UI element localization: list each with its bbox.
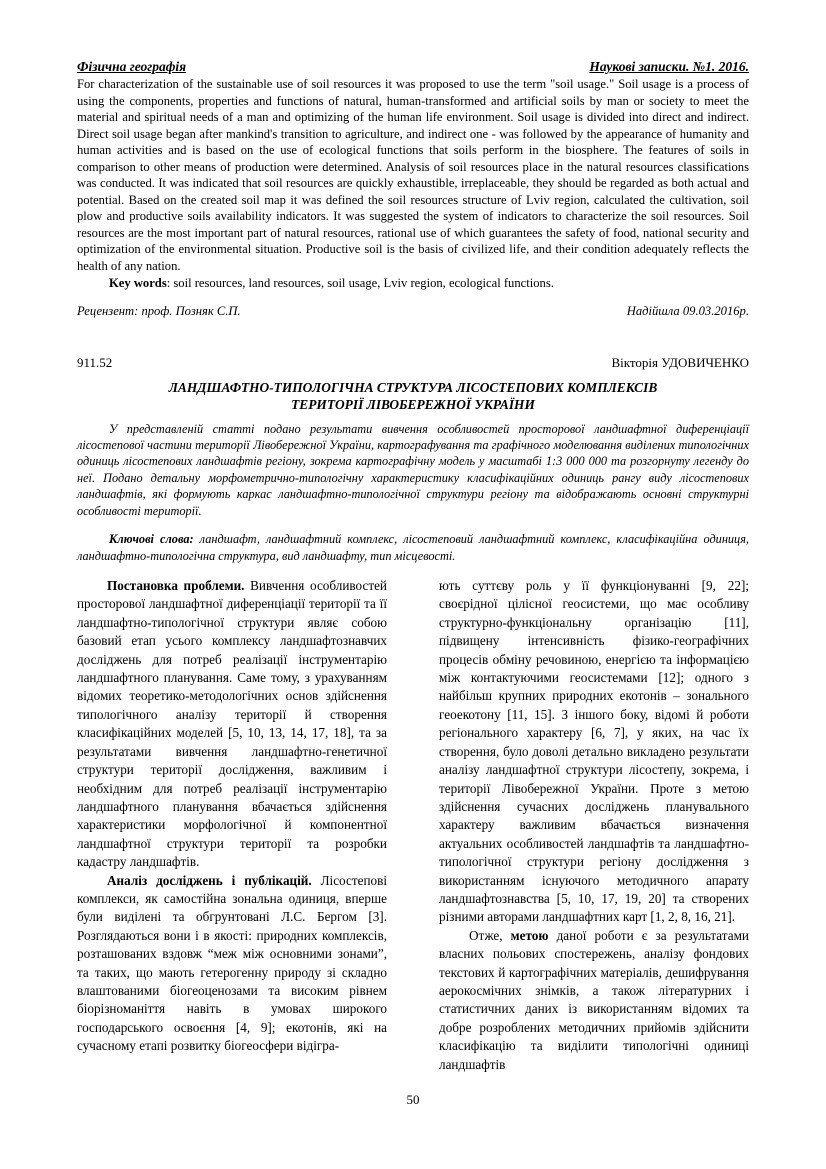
- literature-text: Лісостепові комплекси, як самостійна зональна одиниця, вперше були виділені та обгрунтовані Л.С. Бергом [3]. Розглядаються вони і в якості: природних комплексів, розташованих вздовж “меж між основними зонами”, та таких, що мають гетерогенну природу зі складно влаштованими біогеоценозами та високим рівнем біорізноманіття навіть в умовах широкого господарського освоєння [4, 9]; екотонів, які на сучасному етапі розвитку біогеосфери відігра-: [77, 872, 387, 1054]
- keywords-ua-text: ландшафт, ландшафтний комплекс, лісостеповий ландшафтний комплекс, класифікаційна одиниця, ландшафтно-типологічна структура, вид ландшафту, тип місцевості.: [77, 532, 750, 563]
- udc-author-line: [77, 355, 749, 371]
- literature-review-paragraph: [77, 872, 387, 1056]
- aim-lead: Отже,: [469, 927, 503, 943]
- udc-code: 911.52: [77, 354, 113, 370]
- reviewer: Рецензент: проф. Позняк С.П.: [77, 303, 241, 318]
- journal-section: Фізична географія: [77, 59, 187, 74]
- keywords-label: Key words: [109, 276, 167, 290]
- english-abstract: For characterization of the sustainable use of soil resources it was proposed to use the term "soil usage." Soil usage is a process of using the components, properties and functions of natural, human-transformed and artificial soils by man or society to meet the material and spiritual needs of a man and optimizing of the human life environment. Soil usage is divided into direct and indirect. Direct soil usage began after mankind's transition to agriculture, and indirect one - was followed by the appearance of humanity and human activities and is based on the use of ecological functions that soils perform in the biosphere. The features of soils in comparison to other means of production were determined. Analysis of soil resources place in the natural resources classifications was conducted. It was indicated that soil resources are quickly exhaustible, irreplaceable, they should be regarded as both actual and potential. Based on the created soil map it was defined the soil resources structure of Lviv region, calculated the cultivation, soil plow and productive soils availability indicators. It was suggested the system of indicators to characterize the soil resources. Soil resources are the most important part of natural resources, rational use of which guarantees the safety of food, national security and optimization of the environmental situation. Productive soil is the basis of civilized life, and their condition adequately reflects the health of any nation.: [77, 77, 749, 273]
- title-line-1: ЛАНДШАФТНО-ТИПОЛОГІЧНА СТРУКТУРА ЛІСОСТЕПОВИХ КОМПЛЕКСІВ: [168, 379, 658, 395]
- body-columns: [77, 577, 749, 1074]
- problem-statement-paragraph: [77, 577, 387, 872]
- journal-issue: Наукові записки. №1. 2016.: [589, 59, 749, 74]
- review-line: [77, 303, 749, 319]
- keywords-text: : soil resources, land resources, soil usage, Lviv region, ecological functions.: [166, 276, 554, 290]
- page-number: 50: [406, 1092, 420, 1107]
- literature-heading: Аналіз досліджень і публікацій.: [107, 872, 312, 888]
- aim-text: даної роботи є за результатами власних польових спостережень, аналізу фондових текстових й картографічних матеріалів, дешифрування аерокосмічних знімків, а також літературних і статистичних даних із використанням відомих та добре розроблених методичних прийомів здійснити класифікацію та виділити типологічні одиниці ландшафтів: [439, 927, 749, 1072]
- aim-keyword: метою: [510, 927, 549, 943]
- problem-heading: Постановка проблеми.: [107, 578, 245, 594]
- received-date: Надійшла 09.03.2016р.: [626, 303, 749, 318]
- author-name: Вікторія УДОВИЧЕНКО: [611, 354, 749, 370]
- aim-paragraph: [439, 927, 749, 1074]
- title-line-2: ТЕРИТОРІЇ ЛІВОБЕРЕЖНОЇ УКРАЇНИ: [291, 396, 535, 412]
- ukrainian-abstract: У представленій статті подано результати вивчення особливостей просторової ландшафтної диференціації лісостепової частини території Лівобережної України, картографування та графічного моделювання виділених типологічних одиниць лісостепових ландшафтів регіону, зокрема картографічну модель у масштабі 1:3 000 000 та розгорнуту легенду до неї. Подано детальну морфометрично-типологічну характеристику класифікаційних одиниць рангу виду лісостепових ландшафтів, які формують каркас ландшафтно-типологічної структури регіону та відображають основні структурні особливості території.: [77, 421, 749, 518]
- left-column: [77, 577, 387, 1074]
- english-keywords: [77, 275, 749, 292]
- page: [77, 58, 749, 1074]
- running-header: [77, 58, 749, 75]
- keywords-ua-label: Ключові слова:: [109, 532, 194, 547]
- problem-text: Вивчення особливостей просторової ландшафтної диференціації території та її ландшафтно-типологічної структури являє собою базовий етап усього комплексу ландшафтознавчих досліджень для потреб реалізації інструментарію ландшафтного планування. Саме тому, з урахуванням відомих теоретико-методологічних основ здійснення типологічного аналізу території й створення класифікаційних моделей [5, 10, 13, 14, 17, 18], та за результатами вивчення ландшафтно-генетичної структури території дослідження, важливим і необхідним для потреб реалізації інструментарію ландшафтного планування вбачається здійснення характеристики морфологічної й компонентної ландшафтної структури території та розробки кадастру ландшафтів.: [77, 578, 387, 870]
- right-column: [439, 577, 749, 1074]
- article-title: [77, 379, 749, 413]
- ukrainian-keywords: [77, 531, 749, 564]
- continued-paragraph: ють суттєву роль у її функціонуванні [9, 22]; своєрідної цілісної геосистеми, що має особливу структурно-функціональну організацію [11], підвищену інтенсивність фізико-географічних процесів обміну речовиною, енергією та інформацією між контактуючими геосистемами [12]; одного з найбільш крупних природних екотонів – зонального геоекотону [11, 15]. З іншого боку, відомі й роботи регіонального характеру [6, 7], у яких, на час їх створення, було доволі детально викладено результати аналізу ландшафтної структури лісостепу, зокрема, і території Лівобережної України. Проте з метою здійснення сучасних досліджень планувального характеру важливим вбачається визначення актуальних особливостей ландшафтів та ландшафтно-типологічної структури регіону дослідження з використанням існуючого методичного апарату ландшафтознавства [5, 10, 17, 19, 20] та створених різними авторами ландшафтних карт [1, 2, 8, 16, 21].: [439, 578, 749, 925]
